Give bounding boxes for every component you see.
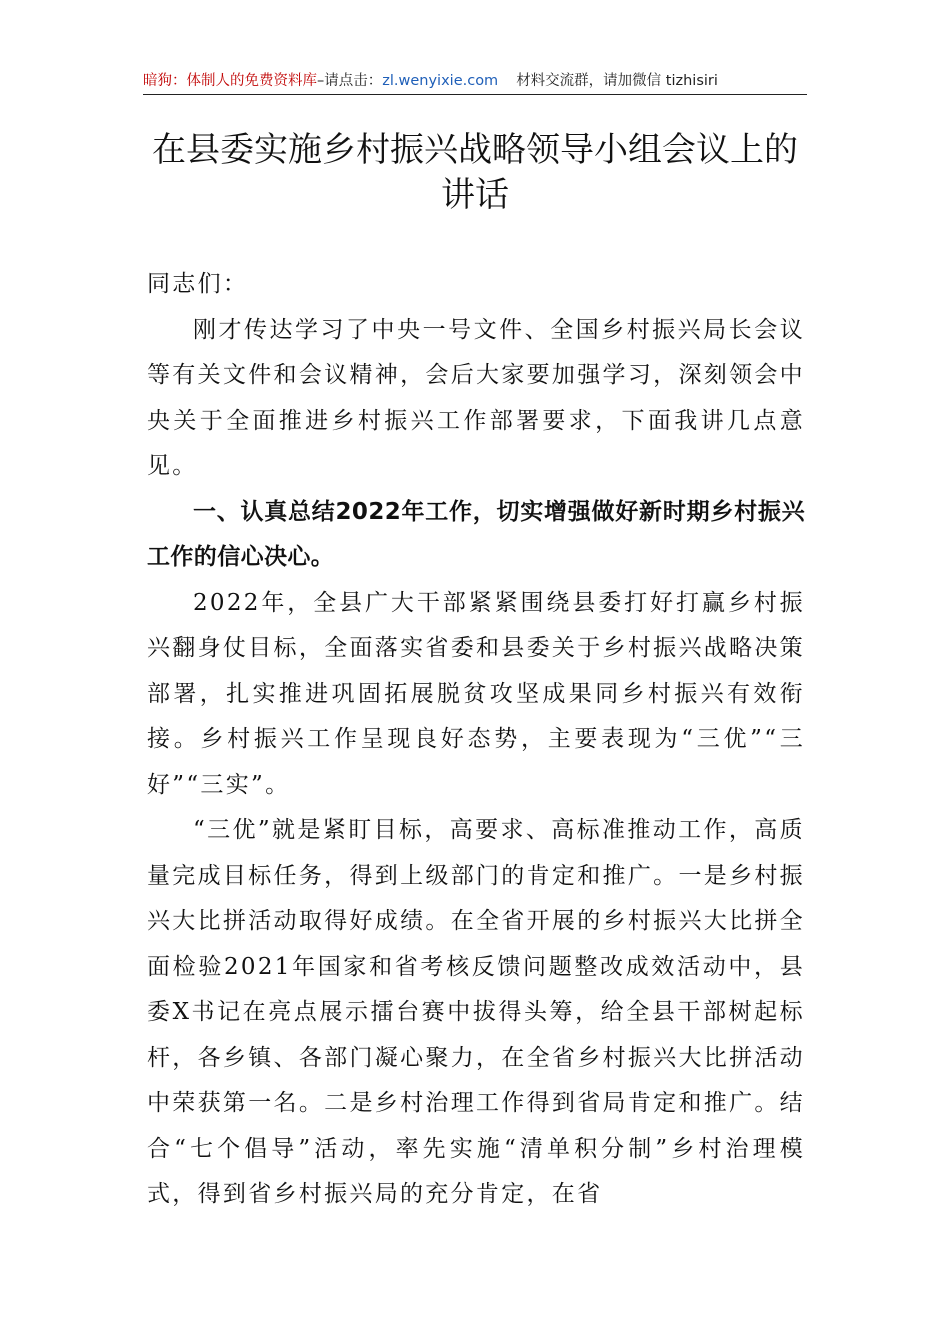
- section-heading-1: 一、认真总结2022年工作，切实增强做好新时期乡村振兴工作的信心决心。: [147, 498, 805, 570]
- header-contact: 材料交流群，请加微信 tizhisiri: [516, 73, 718, 89]
- header-url-link[interactable]: zl.wenyixie.com: [382, 73, 499, 89]
- salutation: 同志们：: [147, 271, 249, 297]
- header-brand: 暗狗：体制人的免费资料库: [143, 73, 317, 89]
- header-prompt: –请点击：: [317, 73, 383, 89]
- paragraph-three-excellent: “三优”就是紧盯目标，高要求、高标准推动工作，高质量完成目标任务，得到上级部门的肯定和推广。一是乡村振兴大比拼活动取得好成绩。在全省开展的乡村振兴大比拼全面检验2021年国家和省考核反馈问题整改成效活动中，县委X书记在亮点展示擂台赛中拔得头筹，给全县干部树起标杆，各乡镇、各部门凝心聚力，在全省乡村振兴大比拼活动中荣获第一名。二是乡村治理工作得到省局肯定和推广。结合“七个倡导”活动，率先实施“清单积分制”乡村治理模式，得到省乡村振兴局的充分肯定，在省: [147, 817, 805, 1207]
- paragraph-2022-summary: 2022年，全县广大干部紧紧围绕县委打好打赢乡村振兴翻身仗目标，全面落实省委和县委关于乡村振兴战略决策部署，扎实推进巩固拓展脱贫攻坚成果同乡村振兴有效衔接。乡村振兴工作呈现良好态势，主要表现为“三优”“三好”“三实”。: [147, 589, 805, 798]
- page-header: [143, 70, 807, 95]
- paragraph-intro: 刚才传达学习了中央一号文件、全国乡村振兴局长会议等有关文件和会议精神，会后大家要加强学习，深刻领会中央关于全面推进乡村振兴工作部署要求，下面我讲几点意见。: [147, 316, 805, 479]
- document-body: [147, 262, 805, 1218]
- document-title: 在县委实施乡村振兴战略领导小组会议上的讲话: [152, 130, 798, 215]
